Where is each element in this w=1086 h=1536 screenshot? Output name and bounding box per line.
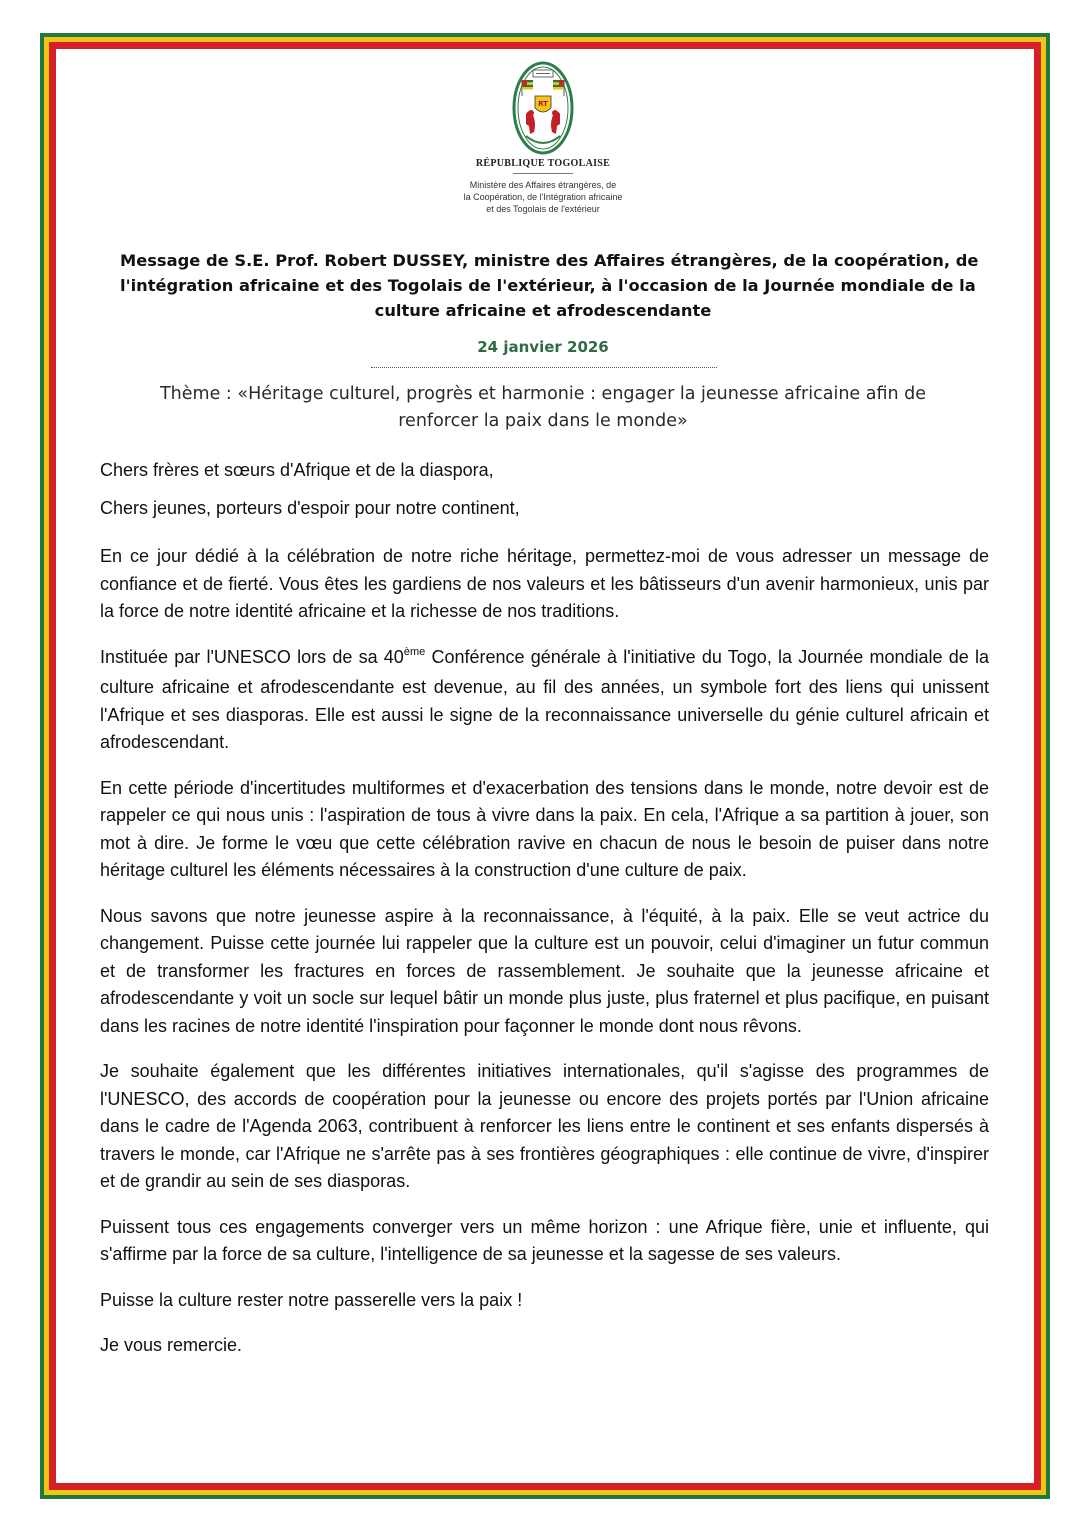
dotted-divider (371, 367, 717, 368)
message-title (120, 248, 979, 323)
message-date: 24 janvier 2026 (477, 338, 609, 356)
emblem-monogram: RT (538, 100, 548, 108)
paragraph-text: Instituée par l'UNESCO lors de sa 40 (100, 646, 404, 667)
title-line: Message de S.E. Prof. Robert DUSSEY, ministre des Affaires étrangères, de la coopération, de (120, 251, 979, 270)
paragraph: Je souhaite également que les différentes initiatives internationales, qu'il s'agisse des programmes de l'UNESCO, des accords de coopération pour la jeunesse ou encore des projets portés par l'Union africaine dans le cadre de l'Agenda 2063, contribuent à renforcer les liens entre le continent et ses enfants dispersés à travers le monde, car l'Afrique ne s'arrête pas à ses frontières géographiques : elle continue de vivre, d'inspirer et de grandir au sein de ses diasporas. (100, 1061, 989, 1191)
theme-line: renforcer la paix dans le monde» (398, 411, 688, 431)
divider (513, 173, 573, 174)
ministry-line: la Coopération, de l'Intégration africaine (463, 192, 623, 202)
paragraph: Puisse la culture rester notre passerelle vers la paix ! (100, 1289, 523, 1310)
paragraph: En cette période d'incertitudes multiformes et d'exacerbation des tensions dans le monde, notre devoir est de rappeler ce qui nous unis : l'aspiration de tous à vivre dans la paix. En cela, l'Afrique a sa partition à jouer, son mot à dire. Je forme le vœu que cette célébration ravive en chacun de nous le besoin de puiser dans notre héritage culturel les éléments nécessaires à la construction d'une culture de paix. (100, 777, 989, 880)
ministry-name (0, 179, 1086, 215)
ministry-line: Ministère des Affaires étrangères, de (469, 180, 617, 190)
letterhead (0, 60, 1086, 215)
paragraph: Puissent tous ces engagements converger vers un même horizon : une Afrique fière, unie et influente, qui s'affirme par la force de sa culture, l'intelligence de sa jeunesse et la sagesse de ses valeurs. (100, 1216, 989, 1264)
paragraph-text: Conférence générale à l'initiative du Togo, la Journée mondiale de la culture africaine et afrodescendante est devenue, au fil des années, un symbole fort des liens qui unissent l'Afrique et ses diasporas. Elle est aussi le signe de la reconnaissance universelle du génie culturel africain et afrodescendant. (100, 646, 989, 752)
ordinal-superscript: ème (403, 645, 426, 658)
paragraph (100, 644, 989, 757)
title-line: l'intégration africaine et des Togolais de l'extérieur, à l'occasion de la Journée mondiale de la (120, 276, 976, 295)
paragraph: Nous savons que notre jeunesse aspire à la reconnaissance, à l'équité, à la paix. Elle se veut actrice du changement. Puisse cette journée lui rappeler que la culture est un pouvoir, celui d'imaginer un futur commun et de transformer les fractures en forces de rassemblement. Je souhaite que la jeunesse africaine et afrodescendante y voit un socle sur lequel bâtir un monde plus juste, plus fraternel et plus pacifique, en puisant dans les racines de notre identité l'inspiration pour façonner le monde dont nous rêvons. (100, 905, 989, 1036)
closing: Je vous remercie. (100, 1335, 243, 1355)
message-theme (110, 381, 976, 435)
message-body (100, 457, 989, 1378)
republic-name: RÉPUBLIQUE TOGOLAISE (475, 158, 611, 169)
togo-coat-of-arms-emblem (512, 60, 574, 156)
paragraph: En ce jour dédié à la célébration de notre riche héritage, permettez-moi de vous adresser un message de confiance et de fierté. Vous êtes les gardiens de nos valeurs et les bâtisseurs d'un avenir harmonieux, unis par la force de notre identité africaine et la richesse de nos traditions. (100, 546, 989, 621)
ministry-line: et des Togolais de l'extérieur (486, 204, 600, 214)
theme-line: Thème : «Héritage culturel, progrès et harmonie : engager la jeunesse africaine afin de (159, 384, 927, 404)
salutation: Chers frères et sœurs d'Afrique et de la diaspora, (100, 460, 494, 480)
salutation: Chers jeunes, porteurs d'espoir pour notre continent, (100, 497, 520, 518)
title-line: culture africaine et afrodescendante (374, 301, 712, 320)
